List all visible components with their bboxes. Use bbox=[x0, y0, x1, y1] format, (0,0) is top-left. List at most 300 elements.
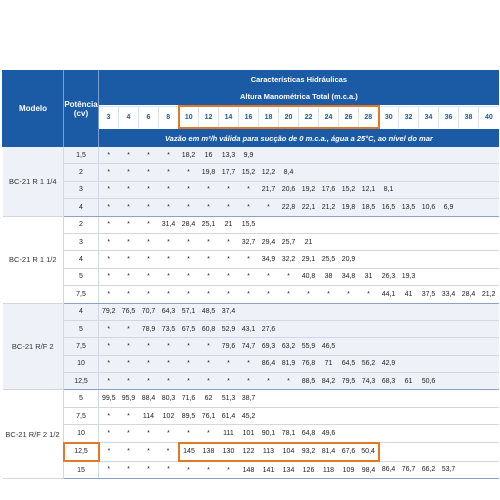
flow-cell: 95,9 bbox=[119, 390, 139, 407]
flow-cell bbox=[359, 216, 379, 233]
flow-cell bbox=[439, 233, 459, 250]
flow-cell: 53,7 bbox=[439, 461, 459, 479]
table-row bbox=[3, 425, 499, 443]
table-row bbox=[3, 181, 499, 198]
flow-cell: 25,7 bbox=[279, 233, 299, 250]
flow-cell: * bbox=[279, 373, 299, 390]
flow-cell: * bbox=[99, 268, 119, 285]
flow-cell: 17,6 bbox=[319, 181, 339, 198]
flow-cell: 8,1 bbox=[379, 181, 399, 198]
total-head-header: Altura Manométrica Total (m.c.a.) bbox=[99, 88, 499, 106]
flow-cell: * bbox=[139, 286, 159, 303]
flow-cell bbox=[399, 181, 419, 198]
table-row bbox=[3, 303, 499, 320]
flow-cell: 46,5 bbox=[319, 338, 339, 355]
flow-cell: * bbox=[199, 338, 219, 355]
flow-cell bbox=[359, 320, 379, 337]
flow-cell: 44,1 bbox=[379, 286, 399, 303]
flow-cell: 12,2 bbox=[259, 164, 279, 181]
flow-cell: 71 bbox=[319, 355, 339, 372]
table-row bbox=[3, 147, 499, 164]
flow-cell: 34,9 bbox=[259, 251, 279, 268]
flow-cell bbox=[279, 390, 299, 407]
flow-cell bbox=[419, 251, 439, 268]
power-cell: 10 bbox=[64, 355, 99, 372]
flow-cell bbox=[479, 303, 499, 320]
flow-cell: * bbox=[159, 425, 179, 443]
flow-cell: * bbox=[119, 216, 139, 233]
flow-cell bbox=[279, 303, 299, 320]
power-cell: 4 bbox=[64, 199, 99, 216]
power-cell: 5 bbox=[64, 390, 99, 407]
flow-cell: 43,1 bbox=[239, 320, 259, 337]
power-cell: 10 bbox=[64, 425, 99, 443]
flow-cell: 10,6 bbox=[419, 199, 439, 216]
flow-cell bbox=[419, 303, 439, 320]
header-row-title bbox=[3, 70, 499, 88]
flow-cell bbox=[299, 320, 319, 337]
flow-cell: * bbox=[119, 373, 139, 390]
flow-cell: * bbox=[139, 461, 159, 479]
flow-cell bbox=[399, 303, 419, 320]
flow-cell: * bbox=[159, 147, 179, 164]
flow-cell bbox=[479, 181, 499, 198]
flow-cell: 122 bbox=[239, 443, 259, 461]
flow-cell: 86,4 bbox=[259, 355, 279, 372]
flow-cell: * bbox=[139, 338, 159, 355]
flow-cell: * bbox=[239, 251, 259, 268]
flow-cell bbox=[319, 147, 339, 164]
flow-cell: 101 bbox=[239, 425, 259, 443]
power-cell: 15 bbox=[64, 461, 99, 479]
flow-cell: 51,3 bbox=[219, 390, 239, 407]
flow-cell: * bbox=[179, 425, 199, 443]
flow-cell: 64,5 bbox=[339, 355, 359, 372]
table-body bbox=[3, 147, 499, 479]
flow-cell: 62 bbox=[199, 390, 219, 407]
table-header bbox=[3, 70, 499, 147]
flow-cell: * bbox=[119, 181, 139, 198]
flow-cell bbox=[459, 268, 479, 285]
flow-cell bbox=[399, 164, 419, 181]
flow-cell: * bbox=[159, 268, 179, 285]
flow-cell bbox=[339, 390, 359, 407]
flow-cell: 40,8 bbox=[299, 268, 319, 285]
flow-cell bbox=[239, 303, 259, 320]
flow-cell: * bbox=[159, 286, 179, 303]
flow-cell bbox=[379, 320, 399, 337]
flow-cell: * bbox=[199, 181, 219, 198]
flow-cell: * bbox=[259, 373, 279, 390]
flow-cell: * bbox=[139, 233, 159, 250]
flow-cell: 99,5 bbox=[99, 390, 119, 407]
flow-cell: * bbox=[139, 425, 159, 443]
flow-cell bbox=[299, 407, 319, 424]
power-header: Potência (cv) bbox=[64, 70, 99, 147]
flow-cell: 18,5 bbox=[359, 199, 379, 216]
flow-cell bbox=[439, 407, 459, 424]
flow-cell: 76,5 bbox=[119, 303, 139, 320]
flow-cell: * bbox=[219, 373, 239, 390]
flow-cell: 114 bbox=[139, 407, 159, 424]
flow-cell: * bbox=[179, 461, 199, 479]
flow-cell: * bbox=[139, 443, 159, 461]
flow-cell bbox=[299, 164, 319, 181]
flow-cell: * bbox=[239, 199, 259, 216]
flow-cell bbox=[399, 425, 419, 443]
flow-cell: * bbox=[139, 355, 159, 372]
flow-cell: 84,2 bbox=[319, 373, 339, 390]
flow-cell: * bbox=[199, 286, 219, 303]
flow-cell: * bbox=[99, 251, 119, 268]
flow-cell: 66,2 bbox=[419, 461, 439, 479]
flow-cell: 80,3 bbox=[159, 390, 179, 407]
flow-cell bbox=[359, 425, 379, 443]
flow-cell: * bbox=[219, 181, 239, 198]
flow-cell bbox=[259, 407, 279, 424]
flow-cell: 81,9 bbox=[279, 355, 299, 372]
power-cell: 7,5 bbox=[64, 286, 99, 303]
flow-cell: 67,6 bbox=[339, 443, 359, 461]
height-header: 10 bbox=[179, 106, 199, 128]
flow-cell bbox=[339, 164, 359, 181]
flow-cell bbox=[459, 216, 479, 233]
table-row bbox=[3, 286, 499, 303]
flow-cell: 79,5 bbox=[339, 373, 359, 390]
flow-cell: * bbox=[299, 286, 319, 303]
flow-cell: 88,4 bbox=[139, 390, 159, 407]
flow-cell: 41 bbox=[399, 286, 419, 303]
flow-cell: * bbox=[159, 338, 179, 355]
flow-cell bbox=[479, 233, 499, 250]
flow-cell: * bbox=[199, 251, 219, 268]
flow-cell bbox=[339, 303, 359, 320]
flow-cell: * bbox=[119, 251, 139, 268]
flow-cell: * bbox=[159, 461, 179, 479]
flow-cell bbox=[459, 199, 479, 216]
height-header: 22 bbox=[299, 106, 319, 128]
flow-cell bbox=[479, 355, 499, 372]
flow-cell bbox=[339, 338, 359, 355]
height-header: 26 bbox=[339, 106, 359, 128]
flow-cell: * bbox=[179, 181, 199, 198]
flow-cell: * bbox=[199, 461, 219, 479]
flow-cell: * bbox=[179, 251, 199, 268]
flow-cell bbox=[459, 461, 479, 479]
model-name: BC-21 R/F 2 1/2 bbox=[3, 390, 64, 479]
flow-cell: 31,4 bbox=[159, 216, 179, 233]
power-cell: 1,5 bbox=[64, 147, 99, 164]
flow-cell bbox=[379, 251, 399, 268]
flow-cell: * bbox=[279, 286, 299, 303]
flow-cell: 21,2 bbox=[479, 286, 499, 303]
flow-cell: 26,3 bbox=[379, 268, 399, 285]
flow-cell: 15,2 bbox=[239, 164, 259, 181]
flow-cell bbox=[359, 390, 379, 407]
flow-cell bbox=[439, 320, 459, 337]
flow-cell: 73,5 bbox=[159, 320, 179, 337]
flow-cell: 76,1 bbox=[199, 407, 219, 424]
flow-cell bbox=[479, 164, 499, 181]
flow-cell bbox=[379, 147, 399, 164]
flow-cell: 76,8 bbox=[299, 355, 319, 372]
flow-cell: * bbox=[139, 181, 159, 198]
table-row bbox=[3, 390, 499, 407]
flow-cell: 21 bbox=[219, 216, 239, 233]
table-row bbox=[3, 268, 499, 285]
flow-cell: * bbox=[359, 286, 379, 303]
flow-cell: * bbox=[99, 286, 119, 303]
flow-cell bbox=[359, 147, 379, 164]
flow-cell: * bbox=[159, 355, 179, 372]
flow-cell: * bbox=[99, 461, 119, 479]
flow-cell: * bbox=[179, 355, 199, 372]
flow-cell bbox=[479, 407, 499, 424]
flow-cell bbox=[359, 251, 379, 268]
flow-cell bbox=[439, 147, 459, 164]
height-header: 32 bbox=[399, 106, 419, 128]
flow-cell: 81,4 bbox=[319, 443, 339, 461]
flow-cell: 68,3 bbox=[379, 373, 399, 390]
flow-cell: 88,5 bbox=[299, 373, 319, 390]
flow-cell: * bbox=[259, 286, 279, 303]
flow-cell bbox=[439, 425, 459, 443]
flow-cell bbox=[479, 147, 499, 164]
flow-cell: 19,8 bbox=[199, 164, 219, 181]
flow-cell: * bbox=[139, 164, 159, 181]
flow-cell: 50,4 bbox=[359, 443, 379, 461]
flow-cell: 20,9 bbox=[339, 251, 359, 268]
flow-cell: 93,2 bbox=[299, 443, 319, 461]
flow-cell bbox=[299, 147, 319, 164]
flow-cell: 21,7 bbox=[259, 181, 279, 198]
flow-cell: 141 bbox=[259, 461, 279, 479]
height-header: 40 bbox=[479, 106, 499, 128]
flow-cell: 74,3 bbox=[359, 373, 379, 390]
flow-cell: * bbox=[119, 268, 139, 285]
table-row bbox=[3, 461, 499, 479]
flow-cell: * bbox=[139, 251, 159, 268]
flow-cell: 27,6 bbox=[259, 320, 279, 337]
flow-cell: * bbox=[99, 216, 119, 233]
flow-cell bbox=[299, 303, 319, 320]
flow-cell: * bbox=[159, 443, 179, 461]
flow-cell: 6,9 bbox=[439, 199, 459, 216]
flow-cell bbox=[419, 216, 439, 233]
flow-cell: 8,4 bbox=[279, 164, 299, 181]
flow-cell bbox=[439, 303, 459, 320]
flow-cell bbox=[459, 233, 479, 250]
power-cell: 4 bbox=[64, 303, 99, 320]
flow-cell: 98,4 bbox=[359, 461, 379, 479]
height-header: 18 bbox=[259, 106, 279, 128]
flow-cell: 50,6 bbox=[419, 373, 439, 390]
flow-cell: 86,4 bbox=[379, 461, 399, 479]
flow-cell: * bbox=[179, 373, 199, 390]
flow-cell bbox=[459, 425, 479, 443]
flow-cell: 61,4 bbox=[219, 407, 239, 424]
flow-cell: * bbox=[239, 373, 259, 390]
flow-cell: * bbox=[119, 199, 139, 216]
flow-cell: 13,3 bbox=[219, 147, 239, 164]
flow-cell bbox=[479, 461, 499, 479]
flow-cell: * bbox=[99, 233, 119, 250]
flow-cell: * bbox=[259, 268, 279, 285]
flow-cell bbox=[459, 443, 479, 461]
flow-cell bbox=[319, 407, 339, 424]
flow-cell bbox=[339, 147, 359, 164]
height-header: 20 bbox=[279, 106, 299, 128]
flow-cell bbox=[459, 390, 479, 407]
flow-cell: * bbox=[99, 199, 119, 216]
table-row bbox=[3, 233, 499, 250]
flow-cell: 148 bbox=[239, 461, 259, 479]
flow-cell: 12,1 bbox=[359, 181, 379, 198]
power-cell: 5 bbox=[64, 268, 99, 285]
flow-cell bbox=[359, 338, 379, 355]
flow-cell bbox=[399, 216, 419, 233]
flow-cell: * bbox=[219, 233, 239, 250]
height-header: 12 bbox=[199, 106, 219, 128]
flow-cell: 145 bbox=[179, 443, 199, 461]
flow-cell: 37,5 bbox=[419, 286, 439, 303]
flow-cell: * bbox=[199, 268, 219, 285]
flow-cell bbox=[379, 164, 399, 181]
flow-cell: 89,5 bbox=[179, 407, 199, 424]
flow-cell: 63,2 bbox=[279, 338, 299, 355]
flow-cell bbox=[479, 320, 499, 337]
flow-cell bbox=[479, 338, 499, 355]
flow-cell: * bbox=[199, 425, 219, 443]
flow-cell: 32,7 bbox=[239, 233, 259, 250]
flow-cell: * bbox=[99, 355, 119, 372]
flow-cell: * bbox=[179, 268, 199, 285]
flow-cell: 22,1 bbox=[299, 199, 319, 216]
flow-cell bbox=[379, 303, 399, 320]
power-cell: 7,5 bbox=[64, 407, 99, 424]
flow-cell bbox=[339, 320, 359, 337]
flow-cell: * bbox=[159, 373, 179, 390]
flow-cell: 28,4 bbox=[459, 286, 479, 303]
flow-cell: * bbox=[319, 286, 339, 303]
flow-cell bbox=[359, 303, 379, 320]
flow-cell: 16,5 bbox=[379, 199, 399, 216]
flow-cell: 78,1 bbox=[279, 425, 299, 443]
flow-cell bbox=[419, 390, 439, 407]
flow-cell: * bbox=[199, 199, 219, 216]
flow-cell: * bbox=[219, 286, 239, 303]
flow-cell bbox=[319, 303, 339, 320]
flow-cell: 45,2 bbox=[239, 407, 259, 424]
model-header: Modelo bbox=[3, 70, 64, 147]
model-name: BC-21 R/F 2 bbox=[3, 303, 64, 390]
flow-cell bbox=[439, 338, 459, 355]
flow-cell: * bbox=[139, 199, 159, 216]
flow-cell: * bbox=[99, 147, 119, 164]
flow-cell bbox=[299, 390, 319, 407]
flow-cell: * bbox=[139, 147, 159, 164]
flow-cell: 104 bbox=[279, 443, 299, 461]
table-row bbox=[3, 443, 499, 461]
flow-cell: 57,1 bbox=[179, 303, 199, 320]
power-cell: 12,5 bbox=[64, 443, 99, 461]
flow-cell: 67,5 bbox=[179, 320, 199, 337]
flow-cell: 32,2 bbox=[279, 251, 299, 268]
flow-cell: * bbox=[239, 355, 259, 372]
flow-cell: * bbox=[99, 338, 119, 355]
flow-cell bbox=[439, 216, 459, 233]
flow-cell bbox=[439, 181, 459, 198]
flow-cell: * bbox=[139, 216, 159, 233]
flow-cell: 113 bbox=[259, 443, 279, 461]
flow-cell bbox=[279, 147, 299, 164]
flow-cell bbox=[299, 216, 319, 233]
flow-cell bbox=[459, 251, 479, 268]
flow-cell: * bbox=[179, 338, 199, 355]
flow-cell bbox=[459, 373, 479, 390]
height-header: 16 bbox=[239, 106, 259, 128]
flow-cell: 48,5 bbox=[199, 303, 219, 320]
height-header: 6 bbox=[139, 106, 159, 128]
flow-cell bbox=[279, 320, 299, 337]
flow-cell bbox=[459, 338, 479, 355]
flow-cell: * bbox=[99, 425, 119, 443]
flow-cell bbox=[419, 181, 439, 198]
flow-cell bbox=[379, 443, 399, 461]
flow-cell: * bbox=[99, 320, 119, 337]
flow-cell bbox=[419, 355, 439, 372]
flow-cell: 55,9 bbox=[299, 338, 319, 355]
power-cell: 3 bbox=[64, 181, 99, 198]
flow-cell: 17,7 bbox=[219, 164, 239, 181]
flow-cell: 34,8 bbox=[339, 268, 359, 285]
flow-cell: 21 bbox=[299, 233, 319, 250]
height-header: 36 bbox=[439, 106, 459, 128]
flow-cell bbox=[479, 199, 499, 216]
flow-cell: 19,3 bbox=[399, 268, 419, 285]
flow-cell bbox=[279, 216, 299, 233]
flow-cell: * bbox=[179, 164, 199, 181]
flow-cell bbox=[479, 373, 499, 390]
power-cell: 7,5 bbox=[64, 338, 99, 355]
flow-cell: 61 bbox=[399, 373, 419, 390]
flow-cell: * bbox=[199, 233, 219, 250]
flow-cell: 38 bbox=[319, 268, 339, 285]
flow-cell: * bbox=[179, 286, 199, 303]
flow-cell: 33,4 bbox=[439, 286, 459, 303]
flow-cell bbox=[339, 407, 359, 424]
flow-cell: * bbox=[219, 268, 239, 285]
flow-cell bbox=[419, 320, 439, 337]
flow-cell: * bbox=[119, 425, 139, 443]
hydraulic-header: Características Hidráulicas bbox=[99, 70, 499, 88]
flow-note: Vazão em m³/h válida para sucção de 0 m.c.a., água a 25°C, ao nível do mar bbox=[99, 128, 499, 147]
performance-table bbox=[2, 70, 499, 479]
flow-cell bbox=[399, 338, 419, 355]
flow-cell bbox=[399, 355, 419, 372]
flow-cell bbox=[339, 216, 359, 233]
flow-cell: * bbox=[239, 181, 259, 198]
flow-cell: 29,4 bbox=[259, 233, 279, 250]
flow-cell: 76,7 bbox=[399, 461, 419, 479]
flow-cell bbox=[439, 164, 459, 181]
flow-cell: 109 bbox=[339, 461, 359, 479]
flow-cell: * bbox=[99, 407, 119, 424]
flow-cell: 31 bbox=[359, 268, 379, 285]
flow-cell bbox=[439, 355, 459, 372]
flow-cell: 102 bbox=[159, 407, 179, 424]
power-cell: 2 bbox=[64, 216, 99, 233]
